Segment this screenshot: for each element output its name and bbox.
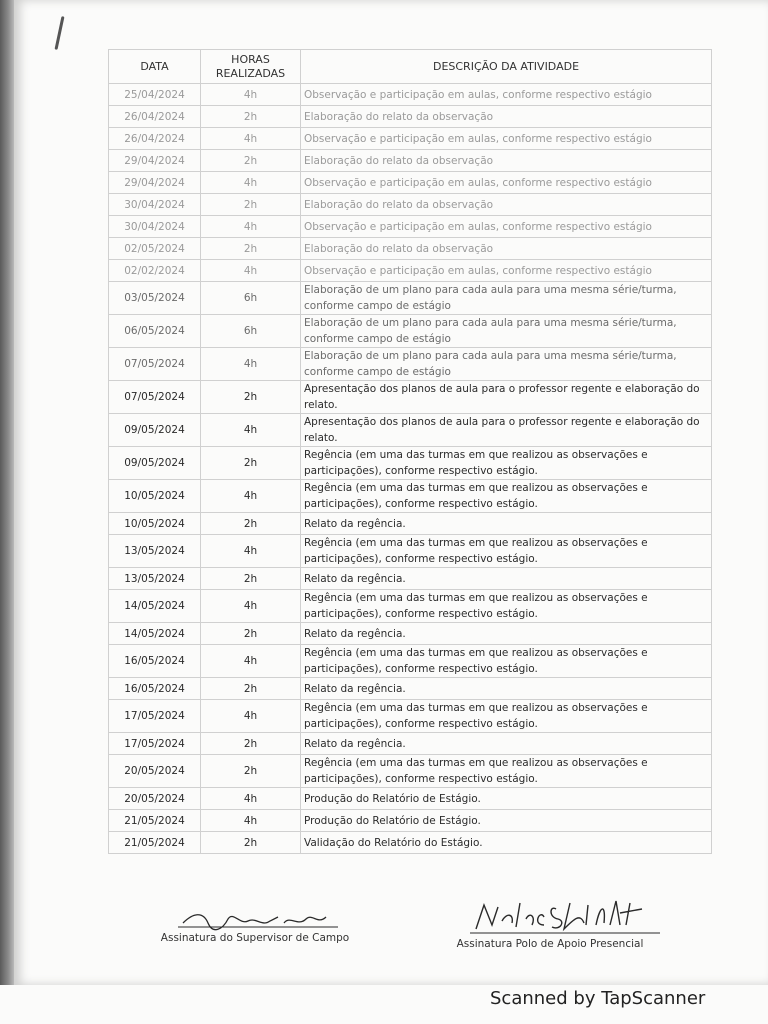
table-row <box>109 260 712 282</box>
row-date: 20/05/2024 <box>109 755 201 788</box>
row-description: Apresentação dos planos de aula para o professor regente e elaboração do relato. <box>301 414 712 447</box>
row-date: 14/05/2024 <box>109 623 201 645</box>
supervisor-signature <box>178 905 343 933</box>
row-date: 21/05/2024 <box>109 832 201 854</box>
row-hours: 2h <box>201 447 301 480</box>
row-hours: 2h <box>201 623 301 645</box>
table-row <box>109 480 712 513</box>
row-date: 30/04/2024 <box>109 216 201 238</box>
row-date: 07/05/2024 <box>109 381 201 414</box>
polo-signature <box>470 895 665 935</box>
row-hours: 4h <box>201 128 301 150</box>
row-hours: 2h <box>201 832 301 854</box>
row-hours: 2h <box>201 238 301 260</box>
row-date: 14/05/2024 <box>109 590 201 623</box>
row-description: Observação e participação em aulas, conforme respectivo estágio <box>301 172 712 194</box>
row-description: Elaboração do relato da observação <box>301 194 712 216</box>
table-row <box>109 832 712 854</box>
row-description: Observação e participação em aulas, conforme respectivo estágio <box>301 260 712 282</box>
table-row <box>109 84 712 106</box>
table-row <box>109 568 712 590</box>
row-date: 07/05/2024 <box>109 348 201 381</box>
row-hours: 4h <box>201 590 301 623</box>
row-hours: 4h <box>201 535 301 568</box>
row-description: Elaboração do relato da observação <box>301 106 712 128</box>
table-row <box>109 414 712 447</box>
table-row <box>109 381 712 414</box>
row-description: Observação e participação em aulas, conforme respectivo estágio <box>301 128 712 150</box>
table-row <box>109 172 712 194</box>
polo-signature-label: Assinatura Polo de Apoio Presencial <box>456 938 644 950</box>
table-row <box>109 535 712 568</box>
row-description: Observação e participação em aulas, conforme respectivo estágio <box>301 216 712 238</box>
row-date: 26/04/2024 <box>109 106 201 128</box>
row-description: Relato da regência. <box>301 513 712 535</box>
table-row <box>109 645 712 678</box>
row-hours: 4h <box>201 172 301 194</box>
table-row <box>109 447 712 480</box>
row-date: 25/04/2024 <box>109 84 201 106</box>
row-description: Regência (em uma das turmas em que realizou as observações e participações), conforme respectivo estágio. <box>301 755 712 788</box>
table-body <box>109 84 712 854</box>
row-hours: 2h <box>201 733 301 755</box>
table-row <box>109 810 712 832</box>
row-hours: 4h <box>201 645 301 678</box>
row-hours: 4h <box>201 480 301 513</box>
row-date: 29/04/2024 <box>109 150 201 172</box>
row-description: Regência (em uma das turmas em que realizou as observações e participações), conforme respectivo estágio. <box>301 590 712 623</box>
row-description: Regência (em uma das turmas em que realizou as observações e participações), conforme respectivo estágio. <box>301 535 712 568</box>
row-description: Elaboração de um plano para cada aula para uma mesma série/turma, conforme campo de estágio <box>301 348 712 381</box>
row-hours: 6h <box>201 282 301 315</box>
table-row <box>109 238 712 260</box>
row-date: 10/05/2024 <box>109 513 201 535</box>
row-hours: 2h <box>201 381 301 414</box>
table-row <box>109 315 712 348</box>
row-date: 09/05/2024 <box>109 414 201 447</box>
row-date: 02/02/2024 <box>109 260 201 282</box>
table-row <box>109 700 712 733</box>
row-date: 21/05/2024 <box>109 810 201 832</box>
header-hours <box>201 50 301 84</box>
row-hours: 2h <box>201 678 301 700</box>
row-description: Relato da regência. <box>301 623 712 645</box>
row-hours: 2h <box>201 513 301 535</box>
row-date: 03/05/2024 <box>109 282 201 315</box>
table-row <box>109 106 712 128</box>
row-hours: 4h <box>201 810 301 832</box>
row-date: 02/05/2024 <box>109 238 201 260</box>
row-hours: 4h <box>201 700 301 733</box>
row-date: 09/05/2024 <box>109 447 201 480</box>
row-date: 20/05/2024 <box>109 788 201 810</box>
row-hours: 4h <box>201 348 301 381</box>
row-description: Regência (em uma das turmas em que realizou as observações e participações), conforme respectivo estágio. <box>301 700 712 733</box>
row-hours: 2h <box>201 106 301 128</box>
row-date: 06/05/2024 <box>109 315 201 348</box>
row-description: Relato da regência. <box>301 733 712 755</box>
header-hours-line1: HORAS <box>231 52 270 66</box>
header-hours-line2: REALIZADAS <box>215 66 286 80</box>
table-row <box>109 216 712 238</box>
row-description: Observação e participação em aulas, conforme respectivo estágio <box>301 84 712 106</box>
row-description: Regência (em uma das turmas em que realizou as observações e participações), conforme respectivo estágio. <box>301 447 712 480</box>
row-description: Relato da regência. <box>301 678 712 700</box>
row-date: 17/05/2024 <box>109 700 201 733</box>
row-hours: 2h <box>201 568 301 590</box>
row-hours: 2h <box>201 755 301 788</box>
row-description: Apresentação dos planos de aula para o professor regente e elaboração do relato. <box>301 381 712 414</box>
row-hours: 4h <box>201 260 301 282</box>
table-row <box>109 755 712 788</box>
activity-log-table <box>108 49 712 854</box>
row-description: Elaboração do relato da observação <box>301 150 712 172</box>
row-hours: 2h <box>201 194 301 216</box>
table-row <box>109 282 712 315</box>
row-date: 29/04/2024 <box>109 172 201 194</box>
table-header-row <box>109 50 712 84</box>
table-row <box>109 678 712 700</box>
table-row <box>109 194 712 216</box>
supervisor-signature-label: Assinatura do Supervisor de Campo <box>160 932 350 944</box>
row-description: Elaboração do relato da observação <box>301 238 712 260</box>
row-hours: 6h <box>201 315 301 348</box>
table-row <box>109 788 712 810</box>
row-description: Elaboração de um plano para cada aula para uma mesma série/turma, conforme campo de estágio <box>301 282 712 315</box>
row-date: 16/05/2024 <box>109 678 201 700</box>
row-date: 17/05/2024 <box>109 733 201 755</box>
scan-left-edge <box>0 0 14 1024</box>
table-row <box>109 623 712 645</box>
row-hours: 4h <box>201 216 301 238</box>
table-row <box>109 348 712 381</box>
row-description: Relato da regência. <box>301 568 712 590</box>
row-description: Regência (em uma das turmas em que realizou as observações e participações), conforme respectivo estágio. <box>301 480 712 513</box>
row-date: 16/05/2024 <box>109 645 201 678</box>
row-description: Produção do Relatório de Estágio. <box>301 788 712 810</box>
table-row <box>109 590 712 623</box>
header-description: DESCRIÇÃO DA ATIVIDADE <box>301 50 712 84</box>
row-date: 13/05/2024 <box>109 568 201 590</box>
row-date: 30/04/2024 <box>109 194 201 216</box>
row-description: Validação do Relatório do Estágio. <box>301 832 712 854</box>
table-row <box>109 733 712 755</box>
header-date: DATA <box>109 50 201 84</box>
row-date: 26/04/2024 <box>109 128 201 150</box>
scanner-watermark: Scanned by TapScanner <box>490 988 706 1009</box>
row-hours: 4h <box>201 84 301 106</box>
row-hours: 4h <box>201 788 301 810</box>
row-hours: 4h <box>201 414 301 447</box>
table-row <box>109 150 712 172</box>
row-hours: 2h <box>201 150 301 172</box>
row-date: 10/05/2024 <box>109 480 201 513</box>
row-description: Regência (em uma das turmas em que realizou as observações e participações), conforme respectivo estágio. <box>301 645 712 678</box>
row-description: Produção do Relatório de Estágio. <box>301 810 712 832</box>
row-description: Elaboração de um plano para cada aula para uma mesma série/turma, conforme campo de estágio <box>301 315 712 348</box>
table-row <box>109 513 712 535</box>
row-date: 13/05/2024 <box>109 535 201 568</box>
table-row <box>109 128 712 150</box>
